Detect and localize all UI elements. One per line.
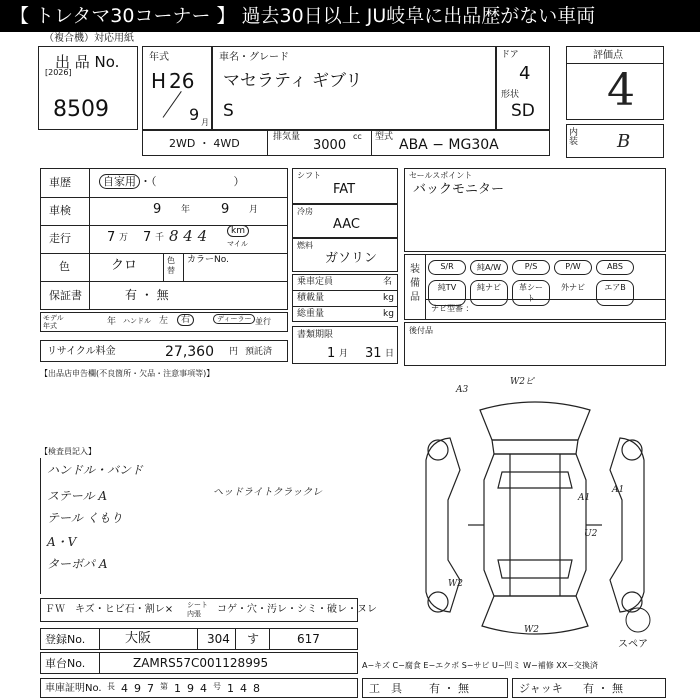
lot-label: 出 品 No. xyxy=(55,53,120,71)
certificate-char: 9 xyxy=(187,682,194,695)
mileage-man-unit: 万 xyxy=(119,233,129,243)
handle-right: 右 xyxy=(177,314,194,326)
inspector-note-4: A・V xyxy=(47,535,77,549)
color-value: クロ xyxy=(111,258,138,273)
inspector-note-headlight: ヘッドライトクラックレ xyxy=(213,487,323,498)
diagram-mark-a3: A3 xyxy=(456,385,469,395)
inspection-month: 9 xyxy=(221,202,230,217)
chassis-label: 車台No. xyxy=(45,657,86,670)
model-label: 型式 xyxy=(375,132,394,142)
equipment-abs: ABS xyxy=(596,260,634,275)
capacity-label: 乗車定員 xyxy=(297,277,334,287)
after-parts-label: 後付品 xyxy=(409,326,433,335)
page-banner: 【 トレタマ30コーナー 】 過去30日以上 JU岐阜に出品歴がない車両 xyxy=(0,0,700,32)
recycle-unit: 円 xyxy=(229,347,239,357)
registration-label: 登録No. xyxy=(45,633,86,646)
lot-stamp: [2026] xyxy=(45,68,72,77)
model-change-label: モデル年式 xyxy=(43,314,64,330)
spec-row xyxy=(142,130,550,156)
after-parts-box xyxy=(404,322,666,366)
spare-label: スペア xyxy=(618,639,648,650)
seller-notes-label: 【出品店申告欄(不良箇所・欠品・注意事項等)】 xyxy=(40,369,215,378)
drive: 2WD ・ 4WD xyxy=(169,137,240,150)
mileage-man: 7 xyxy=(107,230,116,245)
diagram-right-side xyxy=(610,438,644,612)
model-change-row xyxy=(40,312,288,332)
certificate-row xyxy=(40,678,358,698)
aircon-box xyxy=(292,204,398,238)
fuel-label: 燃料 xyxy=(297,241,313,250)
spare-tire-icon xyxy=(626,608,650,632)
displacement-value: 3000 xyxy=(313,138,347,153)
deadline-month-unit: 月 xyxy=(339,349,349,359)
mileage-sen-unit: 千 xyxy=(155,233,165,243)
displacement-unit: cc xyxy=(353,132,362,141)
certificate-char: 長 xyxy=(107,682,115,691)
car-name: マセラティ ギブリ xyxy=(223,71,363,91)
year-month-unit: 月 xyxy=(201,118,209,127)
jack-value: 有 ・ 無 xyxy=(583,682,623,695)
certificate-char: 4 xyxy=(121,682,128,695)
displacement-label: 排気量 xyxy=(273,132,301,142)
diagram-top-front xyxy=(480,402,590,440)
equipment-airbag: エアB xyxy=(596,280,634,306)
mileage-label: 走行 xyxy=(49,232,71,245)
deadline-day: 31 xyxy=(365,346,382,361)
model-change-year-unit: 年 xyxy=(107,317,117,327)
registration-class: 304 xyxy=(207,632,230,646)
inspector-notes-area xyxy=(40,458,421,594)
shift-box xyxy=(292,168,398,204)
car-label: 車名・グレード xyxy=(219,52,289,63)
year-era: H xyxy=(151,69,167,93)
equipment-row1 xyxy=(428,260,634,275)
inspector-note-5: ターボパ A xyxy=(47,557,108,571)
color-label: 色 xyxy=(59,260,70,273)
warranty-value: 有 ・ 無 xyxy=(125,288,169,302)
equipment-aw: 純A/W xyxy=(470,260,508,275)
aircon-value: AAC xyxy=(333,217,360,232)
equipment-label: 装備品 xyxy=(410,264,420,303)
equipment-sr: S/R xyxy=(428,260,466,275)
equipment-ext-navi: 外ナビ xyxy=(561,283,585,292)
weight-label: 総重量 xyxy=(297,309,325,319)
inspection-year-unit: 年 xyxy=(181,205,191,215)
year-value: 26 xyxy=(169,69,195,93)
mileage-unit-km: km xyxy=(227,225,249,237)
recycle-row xyxy=(40,340,288,362)
registration-number: 617 xyxy=(297,632,320,646)
recycle-label: リサイクル料金 xyxy=(47,346,116,357)
sales-point-box xyxy=(404,168,666,252)
color-change-label: 色替 xyxy=(167,256,175,275)
mileage-rest: 8 4 4 xyxy=(169,227,208,245)
inspection-month-unit: 月 xyxy=(249,205,259,215)
interior-box xyxy=(566,124,664,158)
mileage-sen: 7 xyxy=(143,230,152,245)
handle-left: 左 xyxy=(159,316,169,326)
shift-label: シフト xyxy=(297,171,321,180)
certificate-chars xyxy=(107,683,260,694)
deadline-label: 書類期限 xyxy=(297,330,334,340)
seat-items: コゲ・穴・汚レ・シミ・破レ・ヌレ xyxy=(217,604,377,615)
car-grade: S xyxy=(223,101,234,121)
seat-label: シート内張 xyxy=(187,601,208,618)
shift-value: FAT xyxy=(333,182,356,197)
fuel-value: ガソリン xyxy=(325,251,378,266)
inspector-note-1: ハンドル・バンド xyxy=(47,463,144,477)
diagram-mark-w2-bottom: W2 xyxy=(524,625,539,635)
fw-label: ＦＷ xyxy=(45,604,65,615)
recycle-note: 預託済 xyxy=(245,347,273,357)
interior-label: 内装 xyxy=(569,128,579,147)
certificate-char: 4 xyxy=(200,682,207,695)
certificate-label: 車庫証明No. xyxy=(45,683,102,694)
lot-number: 8509 xyxy=(53,97,109,122)
equipment-leather: 革シート xyxy=(512,280,550,306)
damage-legend: A−キズ C−腐食 E−エクボ S−サビ U−凹ミ W−補修 XX−交換済 xyxy=(362,661,598,670)
year-slash xyxy=(163,91,182,118)
door-shape-box xyxy=(496,46,550,130)
registration-row xyxy=(40,628,358,650)
load-unit: kg xyxy=(383,293,394,303)
lot-box xyxy=(38,46,138,130)
certificate-char: 1 xyxy=(174,682,181,695)
equipment-navi: 純ナビ xyxy=(470,280,508,306)
tools-value: 有 ・ 無 xyxy=(429,682,469,695)
import: 並行 xyxy=(255,317,271,326)
car-diagram xyxy=(410,377,660,644)
inspector-note-2: ステール A xyxy=(47,489,108,503)
capacity-unit: 名 xyxy=(383,277,393,287)
dealer: ディーラー xyxy=(213,314,255,324)
history-value: 自家用 xyxy=(99,174,140,189)
weight-unit: kg xyxy=(383,309,394,319)
handle-label: ハンドル xyxy=(123,317,151,325)
inspection-year: 9 xyxy=(153,202,162,217)
shape-value: SD xyxy=(511,101,535,121)
inspection-label: 車検 xyxy=(49,204,71,217)
diagram-mark-u2: U2 xyxy=(584,529,598,539)
score-label: 評価点 xyxy=(593,50,623,61)
color-no-label: カラーNo. xyxy=(187,255,229,265)
capacity-box xyxy=(292,274,398,322)
certificate-char: 9 xyxy=(134,682,141,695)
certificate-char: 第 xyxy=(160,682,168,691)
diagram-mark-a1-right: A1 xyxy=(578,493,591,503)
history-rest: ・（ ） xyxy=(140,175,245,188)
interior-value: B xyxy=(617,131,631,152)
equipment-row2 xyxy=(428,280,634,306)
certificate-char: 1 xyxy=(227,682,234,695)
warranty-label: 保証書 xyxy=(49,289,82,302)
jack-box xyxy=(512,678,666,698)
chassis-row xyxy=(40,652,358,674)
sales-point-value: バックモニター xyxy=(413,182,505,197)
fuel-box xyxy=(292,238,398,272)
subheader: （複合機）対応用紙 xyxy=(44,33,134,44)
year-label: 年式 xyxy=(149,52,169,63)
car-box xyxy=(212,46,496,130)
chassis-value: ZAMRS57C001128995 xyxy=(133,656,269,670)
score-box xyxy=(566,46,664,120)
navi-label: ナビ型番 ： xyxy=(431,304,474,313)
score-value: 4 xyxy=(607,65,635,116)
model-value: ABA − MG30A xyxy=(399,137,499,153)
fw-items: キズ・ヒビ石・割レ× xyxy=(75,604,174,615)
doors-label: ドア xyxy=(501,50,519,60)
equipment-tv: 純TV xyxy=(428,280,466,306)
doors-value: 4 xyxy=(519,63,531,84)
diagram-roof xyxy=(484,454,586,596)
year-box xyxy=(142,46,212,130)
mileage-unit-mile: マイル xyxy=(227,240,248,248)
certificate-char: 号 xyxy=(213,682,221,691)
shape-label: 形状 xyxy=(501,90,520,100)
tools-label: 工 具 xyxy=(369,682,402,695)
registration-place: 大阪 xyxy=(125,631,152,646)
tools-box xyxy=(362,678,508,698)
jack-label: ジャッキ xyxy=(519,682,563,695)
registration-kana: す xyxy=(247,632,260,646)
fw-row xyxy=(40,598,377,622)
deadline-day-unit: 日 xyxy=(385,349,395,359)
year-month: 9 xyxy=(189,105,200,124)
certificate-char: 4 xyxy=(240,682,247,695)
inspector-notes-label: 【検査員記入】 xyxy=(40,447,96,456)
diagram-mark-w2-rear: W2 xyxy=(448,579,463,589)
history-label: 車歴 xyxy=(49,176,71,189)
diagram-mark-a1-far: A1 xyxy=(612,485,625,495)
sales-point-label: セールスポイント xyxy=(409,171,473,180)
diagram-mark-w2-top: W2ピ xyxy=(510,377,534,387)
inspector-note-3: テール くもり xyxy=(47,511,123,525)
recycle-value: 27,360 xyxy=(165,344,214,360)
certificate-char: 7 xyxy=(147,682,154,695)
deadline-box xyxy=(292,326,398,364)
load-label: 積載量 xyxy=(297,293,325,303)
deadline-month: 1 xyxy=(327,346,336,361)
aircon-label: 冷房 xyxy=(297,207,313,216)
equipment-pw: P/W xyxy=(554,260,592,275)
equipment-ps: P/S xyxy=(512,260,550,275)
vehicle-info-table xyxy=(40,168,288,310)
certificate-char: 8 xyxy=(253,682,260,695)
